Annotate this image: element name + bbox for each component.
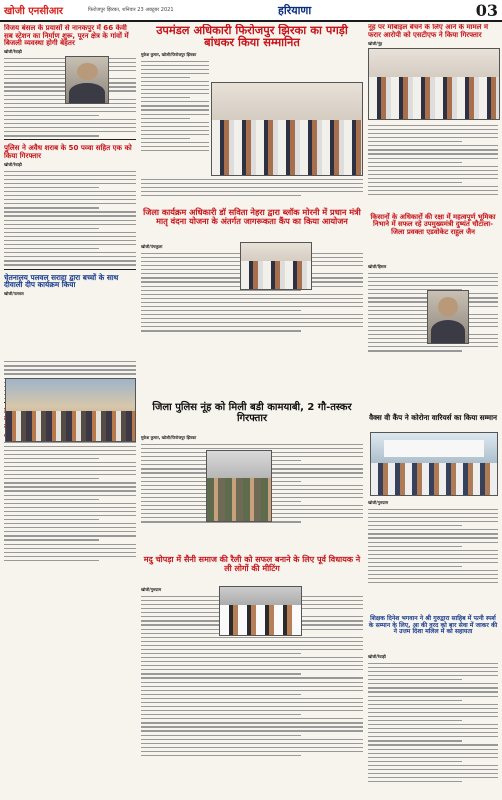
fourth-byline: खोजी/गुरुग्राम bbox=[141, 587, 162, 592]
story-byline: खोजी/पलवल bbox=[4, 291, 24, 297]
event-photo bbox=[5, 378, 136, 442]
story-body bbox=[4, 442, 136, 561]
police-photo bbox=[206, 450, 272, 522]
right-lower-headline: वैक्स वी कैंप ने कोरोना वारियर्स का किया सम्मान bbox=[369, 413, 497, 422]
story-byline: खोजी/गुरुग्राम bbox=[368, 500, 389, 505]
right-story-body bbox=[368, 122, 498, 214]
portrait-photo bbox=[65, 56, 109, 104]
story-byline: खोजी/रेवाड़ी bbox=[4, 48, 22, 54]
story-headline: विजय बंसल के प्रयासों से नानकपुर में 66 केवी सब स्टेशन का निर्माण शुरू, पूरन क्षेत्र के गांवों में बिजली व्यवस्था होगी बेहतर bbox=[4, 24, 129, 48]
lead-body-continued bbox=[141, 179, 363, 197]
fourth-headline: मदु चोपड़ा में सैनी समाज की रैली को सफल बनाने के लिए पूर्व विधायक ने ली लोगों की मीटिंग bbox=[143, 555, 361, 573]
banner-photo bbox=[370, 432, 498, 496]
story-byline: खोजी/हिसार bbox=[368, 264, 387, 269]
photo-crowd bbox=[369, 77, 499, 119]
right-mid-headline-box bbox=[368, 214, 498, 260]
lead-body bbox=[141, 61, 209, 152]
dateline: फिरोजपुर झिरका, शनिवार 23 अक्टूबर 2021 bbox=[88, 7, 174, 13]
photo-crowd bbox=[241, 261, 311, 289]
photo-head bbox=[77, 63, 98, 80]
photo-banner bbox=[384, 440, 485, 456]
masthead bbox=[0, 0, 502, 22]
photo-crowd bbox=[6, 411, 135, 441]
right-bottom-headline-box bbox=[368, 616, 498, 650]
right-portrait bbox=[427, 290, 469, 344]
second-byline: खोजी/पंचकूला bbox=[141, 244, 163, 249]
story-lines bbox=[368, 125, 498, 196]
photo-body bbox=[69, 83, 105, 103]
third-byline: मुकेश कुमार, खोजी/फिरोजपुर झिरका bbox=[141, 435, 197, 440]
right-mid-headline: किसानों के अधिकारों की रक्षा में महत्वपूर्ण भूमिका निभाने में सफल रहे उपमुख्यमंत्री दुष्यंत चौटाला-जिला प्रवक्ता एडवोकेट राहुल जैन bbox=[370, 213, 496, 236]
second-headline-box bbox=[141, 208, 363, 238]
brand-name: खोजी एनसीआर bbox=[4, 6, 64, 17]
photo-crowd bbox=[207, 478, 271, 521]
story-lines bbox=[368, 663, 498, 782]
lead-headline: उपमंडल अधिकारी फिरोजपुर झिरका का पगड़ी बांधकर किया सम्मानित bbox=[156, 24, 348, 50]
lead-byline: मुकेश कुमार, खोजी/फिरोजपुर झिरका bbox=[141, 51, 197, 57]
story-body bbox=[4, 171, 136, 266]
rule bbox=[4, 269, 136, 270]
section-title: हरियाणा bbox=[278, 3, 312, 17]
page-number: 03 bbox=[475, 0, 498, 20]
third-headline: जिला पुलिस नूंह को मिली बडी कामयाबी, 2 गौ-तस्कर गिरफ्तार bbox=[152, 402, 352, 424]
lead-photo bbox=[211, 82, 363, 176]
meeting-photo bbox=[219, 586, 302, 636]
story-byline: खोजी/रेवाड़ी bbox=[368, 654, 386, 659]
right-bottom-body bbox=[368, 652, 498, 796]
story-headline: चेतनालय पलवल सराहा द्वारा बच्चों के साथ दीवाली दीप कार्यक्रम किया bbox=[4, 272, 119, 290]
story-byline: खोजी/रेवाड़ी bbox=[4, 161, 22, 167]
right-lower-body bbox=[368, 498, 498, 614]
right-bottom-headline: शिक्षक दिनेश भगवान ने श्री गुरुद्वारा साहिब में पत्नी स्पर्श के सम्मान के लिए, आ की वरद को बार सेवा में जाकर की ने उत्तम दिशा मलिल में को सहायता bbox=[368, 615, 498, 636]
photo-head bbox=[438, 297, 458, 317]
photo-body bbox=[431, 320, 465, 343]
third-headline-box bbox=[141, 403, 363, 431]
story-headline: पुलिस ने अवैध शराब के 50 पव्वा सहित एक को किया गिरफ्तार bbox=[4, 143, 132, 161]
photo-crowd bbox=[212, 120, 362, 175]
story-headline: नूंह पर मोबाइल बेचने के लिए आने के मामले में फरार आरोपी को एसटीएफ ने किया गिरफ्तार bbox=[368, 24, 489, 39]
photo-crowd bbox=[371, 463, 497, 495]
right-photo-top bbox=[368, 48, 500, 120]
fourth-headline-box bbox=[141, 556, 363, 580]
story-lines bbox=[368, 509, 498, 584]
main-column-text bbox=[141, 176, 363, 207]
story-byline: खोजी/नूंह bbox=[368, 41, 383, 47]
photo-crowd bbox=[220, 605, 301, 635]
right-lower-headline-box bbox=[368, 414, 498, 430]
second-headline: जिला कार्यक्रम अधिकारी डॉ सविता नेहरा द्वारा ब्लॉक मोरनी में प्रधान मंत्री मातृ वंदना योजना के अंतर्गत जागरूकता कैंप का किया आयोजन bbox=[143, 207, 361, 226]
rule bbox=[4, 139, 136, 140]
second-photo bbox=[240, 242, 312, 290]
